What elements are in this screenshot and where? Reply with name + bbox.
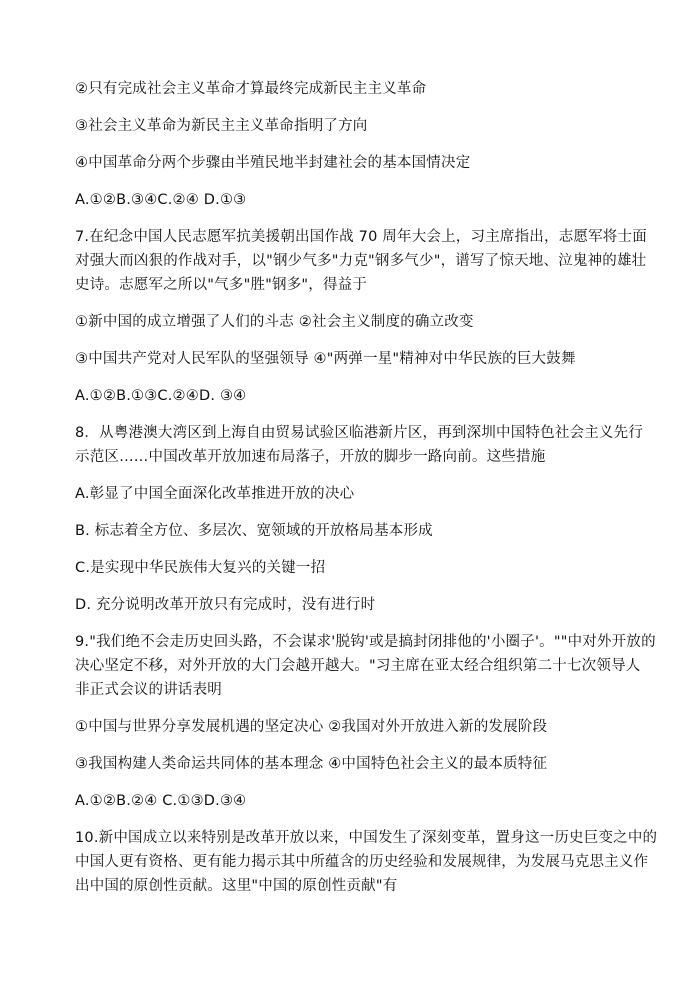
- option-line-4: ④中国革命分两个步骤由半殖民地半封建社会的基本国情决定: [75, 155, 471, 171]
- question-8-line-1: 8．从粤港澳大湾区到上海自由贸易试验区临港新片区，再到深圳中国特色社会主义先行: [75, 425, 644, 441]
- answer-choices-q6: A.①②B.③④C.②④ D.①③: [75, 192, 247, 208]
- question-9-options-3-4: ③我国构建人类命运共同体的基本理念 ④中国特色社会主义的最本质特征: [75, 756, 548, 772]
- question-10-line-2: 中国人更有资格、更有能力揭示其中所蕴含的历史经验和发展规律，为发展马克思主义作: [75, 854, 649, 870]
- question-10-line-1: 10.新中国成立以来特别是改革开放以来，中国发生了深刻变革，置身这一历史巨变之中的: [75, 830, 658, 846]
- question-10-line-3: 出中国的原创性贡献。这里"中国的原创性贡献"有: [75, 878, 398, 894]
- option-line-3: ③社会主义革命为新民主主义革命指明了方向: [75, 118, 368, 134]
- question-7-options-1-2: ①新中国的成立增强了人们的斗志 ②社会主义制度的确立改变: [75, 314, 474, 330]
- question-8-option-b: B. 标志着全方位、多层次、宽领域的开放格局基本形成: [75, 523, 433, 539]
- question-9-line-1: 9."我们绝不会走历史回头路，不会谋求'脱钩'或是搞封闭排他的'小圈子'。""中对外开放的: [75, 634, 656, 650]
- question-9-line-3: 非正式会议的讲话表明: [75, 682, 222, 698]
- question-7-line-1: 7.在纪念中国人民志愿军抗美援朝出国作战 70 周年大会上，习主席指出，志愿军将士面: [75, 229, 647, 245]
- option-line-2: ②只有完成社会主义革命才算最终完成新民主主义革命: [75, 81, 427, 97]
- question-8-option-c: C.是实现中华民族伟大复兴的关键一招: [75, 560, 326, 576]
- question-8-line-2: 示范区……中国改革开放加速布局落子，开放的脚步一路向前。这些措施: [75, 449, 546, 465]
- answer-choices-q7: A.①②B.①③C.②④D. ③④: [75, 388, 247, 404]
- question-7-line-2: 对强大而凶狠的作战对手，以"钢少气多"力克"钢多气少"，谱写了惊天地、泣鬼神的雄壮: [75, 253, 647, 269]
- question-9-options-1-2: ①中国与世界分享发展机遇的坚定决心 ②我国对外开放进入新的发展阶段: [75, 719, 548, 735]
- question-8-option-a: A.彰显了中国全面深化改革推进开放的决心: [75, 486, 355, 502]
- question-8-option-d: D. 充分说明改革开放只有完成时，没有进行时: [75, 597, 376, 613]
- question-7-line-3: 史诗。志愿军之所以"气多"胜"钢多"，得益于: [75, 277, 368, 293]
- answer-choices-q9: A.①②B.②④ C.①③D.③④: [75, 793, 247, 809]
- question-7-options-3-4: ③中国共产党对人民军队的坚强领导 ④"两弹一星"精神对中华民族的巨大鼓舞: [75, 351, 576, 367]
- question-9-line-2: 决心坚定不移，对外开放的大门会越开越大。"习主席在亚太经合组织第二十七次领导人: [75, 658, 641, 674]
